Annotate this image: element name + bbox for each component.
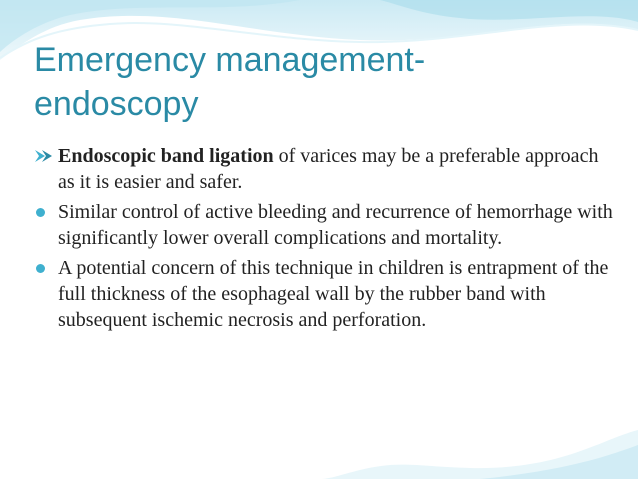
dot-bullet-icon [34,199,56,225]
bullet-text: Similar control of active bleeding and recurrence of hemorrhage with significantly lower overall complications and mortality. [58,201,613,249]
bullet-bold-text: Endoscopic band ligation [58,145,274,167]
bullet-text: of varices may be a preferable approach as it is easier and safer. [58,145,599,193]
dot-bullet-icon [34,255,56,281]
bullet-list [34,143,614,337]
bullet-item-band-ligation [34,143,614,195]
slide-title-line-1: Emergency management- [34,41,426,79]
slide-title [34,38,624,126]
slide-title-line-2: endoscopy [34,85,199,123]
arrow-check-icon [34,143,56,169]
bullet-text: A potential concern of this technique in children is entrapment of the full thickness of the esophageal wall by the rubber band with subsequent ischemic necrosis and perforation. [58,257,609,331]
bullet-item-potential-concern [34,255,614,333]
bullet-item-similar-control [34,199,614,251]
